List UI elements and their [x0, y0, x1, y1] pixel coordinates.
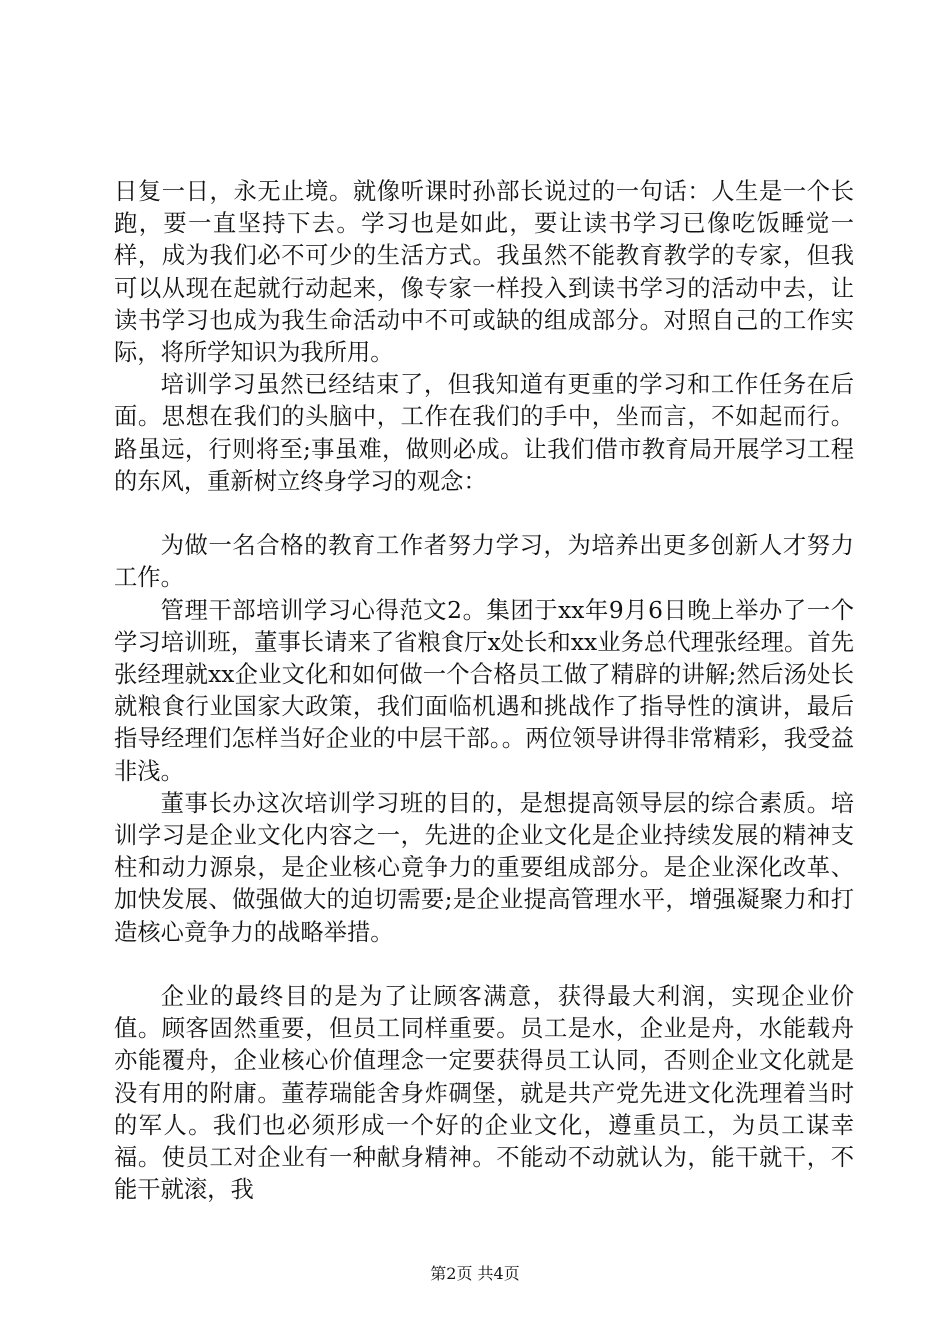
paragraph-6: 企业的最终目的是为了让顾客满意，获得最大利润，实现企业价值。顾客固然重要，但员工同样重要。员工是水，企业是舟，水能载舟亦能覆舟，企业核心价值理念一定要获得员工认同，否则企业文化就是没有用的附庸。董荐瑞能舍身炸碉堡，就是共产党先进文化洗理着当时的军人。我们也必须形成一个好的企业文化，遵重员工，为员工谋幸福。使员工对企业有一种献身精神。不能动不动就认为，能干就干，不能干就滚，我	[114, 983, 854, 1204]
paragraph-gap	[114, 949, 854, 981]
paragraph-1: 日复一日，永无止境。就像听课时孙部长说过的一句话：人生是一个长跑，要一直坚持下去。学习也是如此，要让读书学习已像吃饭睡觉一样，成为我们必不可少的生活方式。我虽然不能教育教学的专家，但我可以从现在起就行动起来，像专家一样投入到读书学习的活动中去，让读书学习也成为我生命活动中不可或缺的组成部分。对照自己的工作实际，将所学知识为我所用。	[114, 178, 854, 367]
paragraph-4: 管理干部培训学习心得范文2。集团于xx年9月6日晚上举办了一个学习培训班，董事长请来了省粮食厅x处长和xx业务总代理张经理。首先张经理就xx企业文化和如何做一个合格员工做了精辟的讲解;然后汤处长就粮食行业国家大政策，我们面临机遇和挑战作了指导性的演讲，最后指导经理们怎样当好企业的中层干部。。两位领导讲得非常精彩，我受益非浅。	[114, 596, 854, 785]
paragraph-2: 培训学习虽然已经结束了，但我知道有更重的学习和工作任务在后面。思想在我们的头脑中，工作在我们的手中，坐而言，不如起而行。路虽远，行则将至;事虽难，做则必成。让我们借市教育局开展学习工程的东风，重新树立终身学习的观念：	[114, 371, 854, 495]
paragraph-3: 为做一名合格的教育工作者努力学习，为培养出更多创新人才努力工作。	[114, 532, 854, 592]
paragraph-5: 董事长办这次培训学习班的目的，是想提高领导层的综合素质。培训学习是企业文化内容之一，先进的企业文化是企业持续发展的精神支柱和动力源泉，是企业核心竟争力的重要组成部分。是企业深化改革、加快发展、做强做大的迫切需要;是企业提高管理水平，增强凝聚力和打造核心竟争力的战略举措。	[114, 789, 854, 946]
page-footer: 第2页 共4页	[430, 1264, 520, 1283]
paragraph-gap	[114, 498, 854, 530]
document-body	[114, 176, 854, 1206]
